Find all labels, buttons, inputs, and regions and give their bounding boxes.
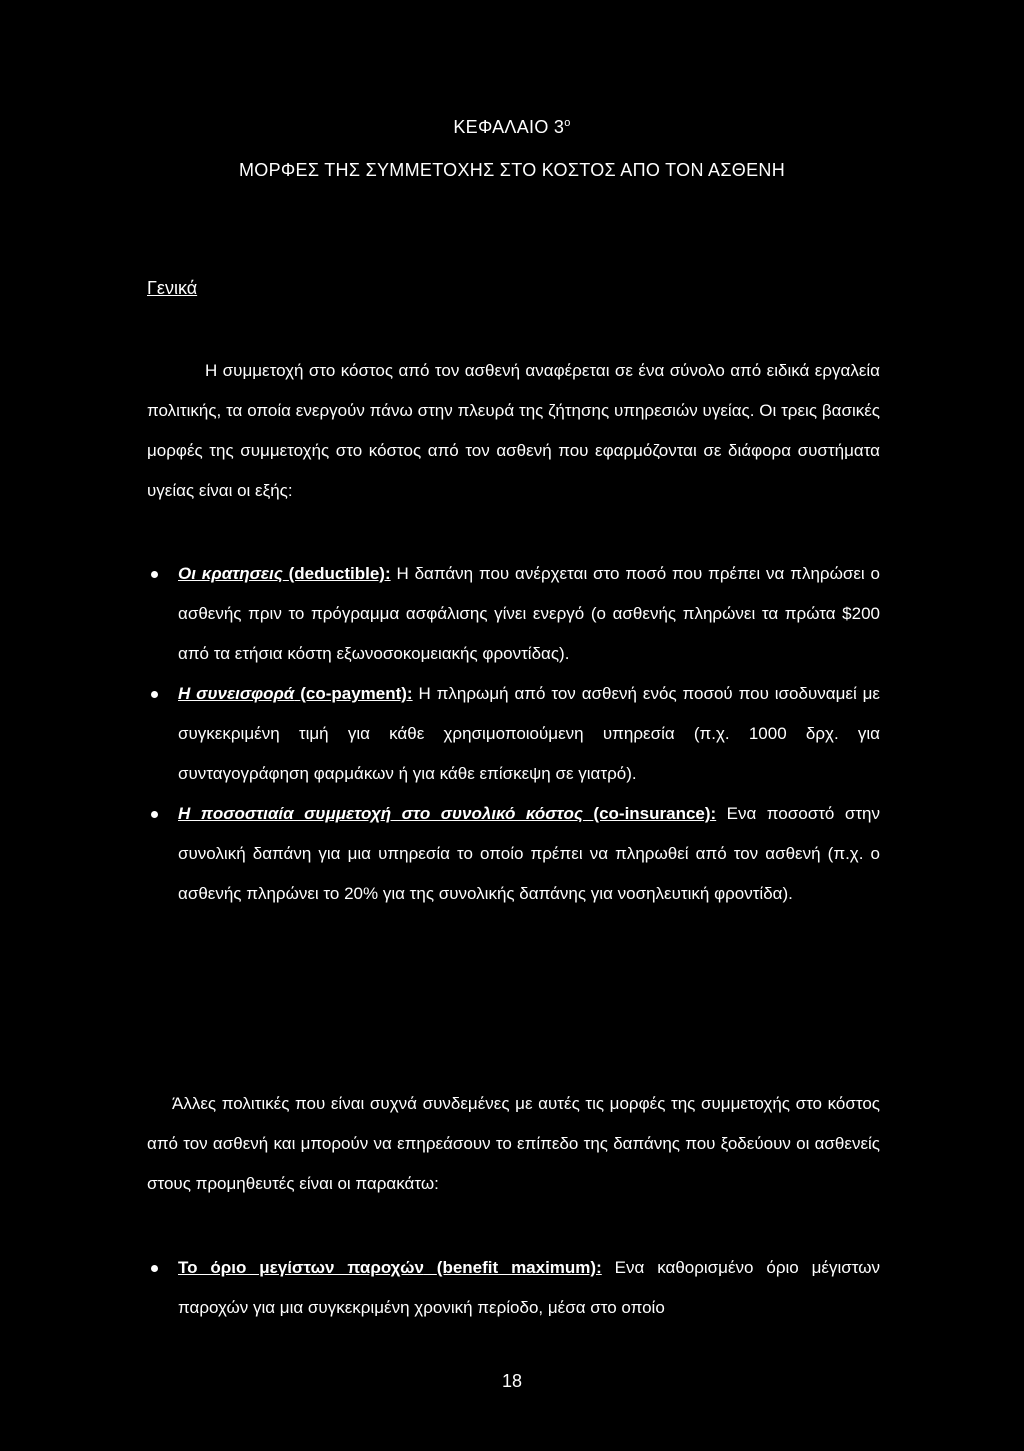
- list-item: [147, 1248, 880, 1328]
- term-co-payment: [178, 684, 413, 703]
- term-greek: Η συνεισφορά: [178, 684, 295, 703]
- term-greek: Το όριο μεγίστων παροχών: [178, 1258, 424, 1277]
- list-item-text: Ενα καθορισμένο όριο μέγιστων παροχών για μια συγκεκριμένη χρονική περίοδο, μέσα στο οποίο: [178, 1258, 881, 1317]
- term-greek: Η ποσοστιαία συμμετοχή στο συνολικό κόστος: [178, 804, 583, 823]
- term-english: (deductible):: [288, 564, 391, 583]
- term-deductible: [178, 564, 391, 583]
- section-heading: Γενικά: [147, 278, 198, 298]
- bullet-icon: [151, 811, 158, 818]
- list-item-text: Η δαπάνη που ανέρχεται στο ποσό που πρέπει να πληρώσει ο ασθενής πριν το πρόγραμμα ασφάλισης γίνει ενεργό (ο ασθενής πληρώνει τα πρώτα $200 από τα ετήσια κόστη εξωνοσοκομειακής φροντίδας).: [178, 564, 880, 663]
- list-item: [147, 554, 880, 674]
- list-item: [147, 794, 880, 914]
- bullet-icon: [151, 691, 158, 698]
- chapter-label: [0, 117, 1024, 138]
- cost-sharing-forms-list: [147, 554, 880, 914]
- term-co-insurance: [178, 804, 716, 823]
- other-policies-paragraph: Άλλες πολιτικές που είναι συχνά συνδεμένες με αυτές τις μορφές της συμμετοχής στο κόστος από τον ασθενή και μπορούν να επηρεάσουν το επίπεδο της δαπάνης που ξοδεύουν οι ασθενείς στους προμηθευτές είναι οι παρακάτω:: [147, 1094, 880, 1193]
- term-greek: Οι κρατησεις: [178, 564, 283, 583]
- term-benefit-maximum: [178, 1258, 602, 1277]
- page-number: 18: [501, 1371, 523, 1391]
- chapter-label-superscript: ο: [564, 117, 571, 129]
- list-item-text: Η πληρωμή από τον ασθενή ενός ποσού που ισοδυναμεί με συγκεκριμένη τιμή για κάθε χρησιμοποιούμενη υπηρεσία (π.χ. 1000 δρχ. για συνταγογράφηση φαρμάκων ή για κάθε επίσκεψη σε γιατρό).: [178, 684, 881, 783]
- term-english: (co-payment):: [300, 684, 413, 703]
- term-english: (co-insurance):: [593, 804, 717, 823]
- bullet-icon: [151, 571, 158, 578]
- chapter-label-text: ΚΕΦΑΛΑΙΟ 3: [453, 117, 565, 137]
- term-english: (benefit maximum):: [436, 1258, 602, 1277]
- page-title: ΜΟΡΦΕΣ ΤΗΣ ΣΥΜΜΕΤΟΧΗΣ ΣΤΟ ΚΟΣΤΟΣ ΑΠΟ ΤΟΝ ΑΣΘΕΝΗ: [238, 160, 785, 180]
- bullet-icon: [151, 1265, 158, 1272]
- list-item-text: Ενα ποσοστό στην συνολική δαπάνη για μια υπηρεσία το οποίο πρέπει να πληρωθεί από τον ασθενή (π.χ. ο ασθενής πληρώνει το 20% για της συνολικής δαπάνης για νοσηλευτική φροντίδα).: [178, 804, 880, 903]
- list-item: [147, 674, 880, 794]
- intro-paragraph: Η συμμετοχή στο κόστος από τον ασθενή αναφέρεται σε ένα σύνολο από ειδικά εργαλεία πολιτικής, τα οποία ενεργούν πάνω στην πλευρά της ζήτησης υπηρεσιών υγείας. Οι τρεις βασικές μορφές της συμμετοχής στο κόστος από τον ασθενή που εφαρμόζονται σε διάφορα συστήματα υγείας είναι οι εξής:: [147, 361, 880, 500]
- other-policies-list: [147, 1248, 880, 1328]
